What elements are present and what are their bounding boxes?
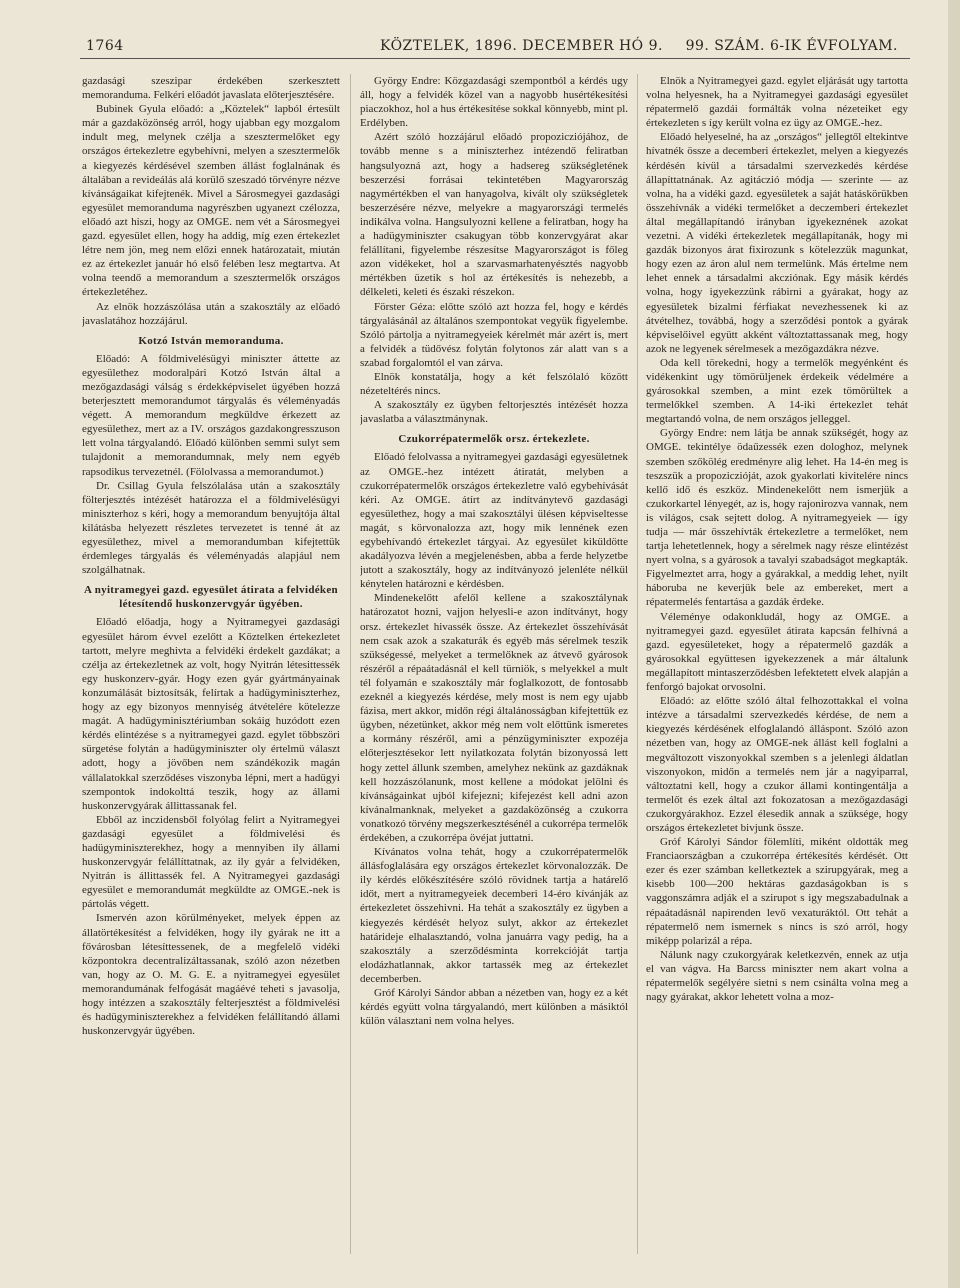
paragraph: György Endre: Közgazdasági szempontból a kérdés ugy áll, hogy a felvidék közel van a nagyobb husértékesítési piaczokhoz, hol a hus értékesítése sokkal könnyebb, mint pl. Erdélyben.	[360, 75, 628, 130]
section-heading: Czukorrépatermelők orsz. értekezlete.	[398, 433, 590, 446]
page-number: 1764	[86, 38, 124, 54]
paragraph: Nálunk nagy czukorgyárak keletkezvén, ennek az utja el van vágva. Ha Barcss miniszter nem akart volna a répatermelők segélyére sietni s nem csinálta volna meg a nagy gyárakat, akkor lehetett volna a moz-	[646, 948, 908, 1004]
paragraph: Elnök konstatálja, hogy a két felszólaló között nézeteltérés nincs.	[360, 370, 628, 398]
newspaper-title: KÖZTELEK, 1896. DECEMBER HÓ 9.	[380, 38, 663, 54]
paragraph: Gróf Károlyi Sándor abban a nézetben van, hogy ez a két kérdés együtt volna tárgyalandó, mert különben a másiktól külön választani nem volna helyes.	[360, 987, 628, 1028]
column-1	[82, 74, 340, 1254]
paragraph: Bubinek Gyula előadó: a „Köztelek“ lapból értesült már a gazdaközönség arról, hogy ujabban egy mozgalom indult meg, melynek czélja a szesztermelőket egy országos értekezletre egybehívni, melyen a szesztermelők a kiegyezés kérdésével szemben állást foglalnának és általában a revideálás alá korülő szeszadó törvényre nézve kívánságaikat kifejtenék. Mivel a Sárosmegyei gazdasági egyesület memoranduma nagyrészben ugyanezt czélozza, előadó azt hiszi, hogy az OMGE. nem vét a Sárosmegyei gazd. egyesület ellen, hogy ha addig, míg ezen értekezlet létre nem jön, meg nem előzi ennek határozatait, miután ez az értekezlet január hó első felében lesz megtartva. At volna teendő a memorandum a szesztermelők országos értekezletéhez.	[82, 103, 340, 299]
paragraph: Kívánatos volna tehát, hogy a czukorrépatermelők állásfoglalására egy országos értekezlet körvonalozzák. De ily kérdés előkészítésére szóló rövidnek tartja a határelő időt, mert a nyitramegyeiek decemberi 14-éro kívánják az értekezletet összehivni. Ha tehát a szakosztály ez ügyben a kiegyezés kérdését helyoz sulyt, akkor az értekezlet határideje elhalasztandó, volna januárra vagy pedig, ha a szakosztály a szerződésminta korrekcióját tartja elodázhatlannak, akkor tartassék meg az értekezlet decemberben.	[360, 846, 628, 985]
paragraph: Dr. Csillag Gyula felszólalása után a szakosztály fölterjesztés intézését határozza el a földmivelésügyi miniszterhoz s kéri, hogy a memorandum benyujtója által kilátásba helyezett részletes tervezetet is tenné át az egyesülethez, mivel a memorandumban kifejtettük érdemleges tárgyalás és véleményadás alapjául nem szolgálhatnak.	[82, 479, 340, 577]
paragraph: György Endre: nem látja be annak szükségét, hogy az OMGE. tekintélye ödaűzessék ezen dologhoz, melynek szemben szőkölég eredményre alig lehet. Ha 14-én meg is teszszük a propoziczióját, azok gyakorlati kivitelére nincs kellő idő és eszköz. Mindenekelőtt nem ismerjük a czukorkartel lényegét, az is, hogy rajonirozva vannak, nem is világos, csak sejtett dolog. A nyitramegyeiek — így tudja — már összehívták értekezletre a termelőket, nem tartja lehetetlennek, hogy a sérelmek nagy része elintézést nyert volna, s a gyárosok a tavalyi szabadságot megkapták. Figyelmeztet arra, hogy a gyárakkal, a meddig lehet, nyilt háboruba ne keverjük bele az embereket, mert a répatermelés fentartása a gazdák érdeke.	[646, 427, 908, 609]
paragraph: Förster Géza: előtte szóló azt hozza fel, hogy e kérdés tárgyalásánál az általános szempontokat vegyük figyelembe. Szóló pártolja a nyitramegyeiek kérelmét már azért is, mert a felvidék a tüdővész folytán folytonos zár alatt van s a szabad forgalomtól el van zárva.	[360, 300, 628, 369]
paragraph: Oda kell törekedni, hogy a termelők megyénként és vidékenkint ugy tömörüljenek érdekeik védelmére a gyárosokkal szemben, a mint ezek tömörültek a termelőkkel szemben. A 14-iki értekezlet tehát megtartandó volna, de nem országos jelleggel.	[646, 356, 908, 426]
paragraph: Előadó: A földmivelésügyi miniszter áttette az egyesülethez modoralpári Kotzó István által a mezőgazdasági válság s érdekképviselet ügyében hozzá beterjesztett memorandumot tárgyalás és véleményadás végett. A memorandum megküldve érkezett az egyesülethez, mert az a IV. országos gazdakongresszuson lett volna tárgyalandó. Előadó különben semmi sulyt sem tulajdonit a memorandumnak, mely nem egyéb rapsodikus tervezetnél. (Fölolvassa a memorandumot.)	[82, 352, 340, 478]
page-header	[80, 36, 910, 59]
column-2	[360, 74, 628, 1254]
paragraph: Elnök a Nyitramegyei gazd. egylet eljárását ugy tartotta volna helyesnek, ha a Nyitramegyei gazdasági egyesület répatermelő gazdái formálták volna nézeteiket egy értekezleten s így került volna ez ügy az OMGE.-hez.	[646, 75, 908, 130]
paragraph: Gróf Károlyi Sándor fölemlíti, miként oldották meg Franciaországban a czukorrépa értékesítés kérdését. Ott ezer és ezer számban kelletkeztek a szirupgyárak, meg a kisebb 100—200 hektáras gazdaságokban is s vaggonszámra adják el a szirupot s igy megszabadulnak a répaátadásnál napirenden levő vexaturáktól. Ott tehát a répatermelő nem ismernek s nincs is szó arról, hogy miképp polarizál a répa.	[646, 836, 908, 947]
paragraph: Előadó felolvassa a nyitramegyei gazdasági egyesületnek az OMGE.-hez intézett átiratát, melyben a czukorrépatermelők országos értekezletre való egybehívását kéri. Az OMGE. átírt az indítványtevő gazdasági egyesülethez, hogy a mai szakosztályi ülésen képviseltesse magát, s körvonalozza azt, hogy mik lennének ezen egybehívandó értekezlet tárgyai. Az egyesület kiküldötte akadályozva lévén a megjelenésben, abba a ferde helyzetbe jutott a szakosztály, hogy az indítványozó jelenléte nélkül kénytelen határozni e kérdésben.	[360, 451, 628, 591]
column-divider	[350, 74, 351, 1254]
paragraph: A szakosztály ez ügyben feltorjesztés intézését hozza javaslatba a választmánynak.	[360, 399, 628, 426]
paragraph: Ismervén azon körülményeket, melyek éppen az állatörtékesítést a felvidéken, hogy ily gyárak ne itt a fővárosban létesíttessenek, de a megfelelő vidéki központokra decentralizáltassanak, szóló azon nézetben van, hogy az O. M. G. E. a nyitramegyei egyesület memorandumának felfogását magáévé teheti s javasolja, hogy intézzen a szakosztály felterjesztést a földmivelési és hadügyminiszterekhez a felvidéken felállítandó állami huskonzervgyár ügyében.	[82, 912, 340, 1038]
paragraph: Előadó helyeselné, ha az „országos“ jellegtől eltekintve hívatnék össze a decemberi értekezlet, melyen a kiegyezés kérdésén kívül a társadalmi szervezkedés kérdése állapíttatnának. Az agitáczió módja — szerinte — az volna, ha a vidéki gazd. egyesületek a saját hatáskörükben összehívnák a vidéki termelőket a deczemberi értekezlet által megállapítandó irányban igyekeznének azokat vezetni. A vidéki értekezletek megállapítanák, hogy mi gazdák bizonyos árat fixirozunk s kötelezzük magunkat, hogy ezen az áron alul nem termelünk. Más értelme nem lehet ennek a társadalmi akcziónak. Egy másik kérdés volna, hogy igyekezzünk rábirni a gyárakat, hogy az egyesületek bizalmi férfiakat nevezhessenek ki az átvételhez, továbbá, hogy a szerződési pontok a gyárak képviselőivel együtt akként változtattassanak meg, hogy azok ne legyenek sérelmesek a mezőgazdákra nézve.	[646, 131, 908, 355]
column-divider	[637, 74, 638, 1254]
paragraph: Az elnök hozzászólása után a szakosztály az előadó javaslatához hozzájárul.	[82, 300, 340, 327]
paragraph: gazdasági szeszipar érdekében szerkesztett memoranduma. Felkéri előadót javaslata előterjesztésére.	[82, 75, 340, 102]
paragraph: Előadó: az előtte szóló által felhozottakkal el volna intézve a társadalmi szervezkedés kérdése, de nem a kiegyezés kérdésének elfoglalandó álláspont. Szóló azon nézetben van, hogy az OMGE-nek állást kell foglalni a megváltozott viszonyokkal szemben s a jelenlegi áldatlan viszonyokon, midőn a termelés nem jár a nagyiparral, változtatni kell, hogy a czukor állami kontingentálja a termelőt és ezek által azt fokozatosan a mezőgazdasági czukorgyárakhoz. Ezzel élesedik annak a szüksége, hogy országos értekezletet bivjunk össze.	[646, 695, 908, 834]
section-heading: A nyitramegyei gazd. egyesület átirata a felvidéken létesítendő huskonzervgyár ügyében.	[84, 584, 338, 611]
paragraph: Véleménye odakonkludál, hogy az OMGE. a nyitramegyei gazd. egyesület átirata kapcsán felhívná a gazd. egyesületeket, hogy a répatermelő gazdák a gyárosokkal együttesen igyekezzenek a már általunk megállapított mintaszerződésben lefektetett elvek alapján a fenforgó bajokat orvosolni.	[646, 610, 908, 694]
paragraph: Ebből az inczidensből folyólag felirt a Nyitramegyei gazdasági egyesület a földmivelési és hadügyminiszterekhez, hogy a mennyiben ily állami huskonzervgyár felállíttatnak, az ily gyár a felvidéken, Nyitrán is állittassék fel. A Nyitramegyei gazdasági egyesület e memorandumát megküldte az OMGE.-nek is pártolás végett.	[82, 813, 340, 911]
issue-info: 99. SZÁM. 6-IK ÉVFOLYAM.	[685, 38, 898, 54]
column-3	[646, 74, 908, 1254]
paragraph: Előadó előadja, hogy a Nyitramegyei gazdasági egyesület három évvel ezelőtt a Köztelken értekezletet tartott, melyre meghivta a felvidéki érdekelt gazdákat; a czélja az értekezletnek az volt, hogy Nyitrán létesittessék egy huskonzerv-gyár. Hogy ezen gyár gyártmányainak konzumálását biztosítsák, felírtak a hadügyminiszterhez, hogy az egy bizonyos mennyiség átvételére kötelezze magát. A hadügyminisztériumban sokáig huzódott ezen kérdés elintézése s a nyitramegyei gazd. egylet többszöri sürgetése folytán a hadügyminiszter oly értelmü választ adott, hogy a jövőben nem szándékozik magán vállalatokkal szerződéses viszonyba lépni, mert a hadügyi szempontok indokolttá teszik, hogy az állami huskonzervgyárak állittassanak fel.	[82, 616, 340, 812]
section-heading: Kotzó István memoranduma.	[138, 334, 284, 347]
paragraph: Mindenekelőtt afelől kellene a szakosztálynak határozatot hozni, vajjon helyesli-e azon indítványt, hogy orsz. értekezlet hivassék össze. Az értekezlet összehívását nem csak azok a szakaturák és egyéb más sérelmek teszik szükségessé, melyeket a termelőknek az átvevő gyárosok részéről a répaátadásnál el kell türniök, s melyekkel a mult tél folyamán e szakosztály már foglalkozott, de fontosabb ezeknél a kiegyezés kérdése, mely most is nem egy ujabb fázisa, mert akkor, midőn régi általánosságban kifejtettük ez ügyben, nézetünket, akkor még nem volt előttünk ismeretes a kormány részéről, ami a pénzügyminiszter expozéja előterjesztésekor lett nyilatkozata folytán bizonyossá lett hogy zettel állunk szemben, amelyhez nekünk az gazdáknak kell hozzászólanunk, most kellene a módokat jelölni és kívánságainkat ujból kifejezni; kifejezést kell adni azon kívánalmanknak, melyeket a gazdaközönség a czukorra vonatkozó törvény megszerkesztésénél a cukorrépa termelők érdekében, a czukorrépa övéjat juttatni.	[360, 592, 628, 844]
paragraph: Azért szóló hozzájárul előadó propozicziójához, de tovább menne s a miniszterhez intézendő feliratban hangsulyozná azt, hogy a hadsereg szükségletének beszerzési forrásai tekintetében Magyarország nagymértékben el van hanyagolva, kivált oly szükségletek beszerzésére nézve, melyekre a magyarországi termelés indikálva volna. Hangsulyozni kellene a feliratban, hogy ha a hadügyminiszter csakugyan több konzervgyárat akar felállítani, figyelembe részesítse Magyarországot is főleg azon vidékeket, hol a szarvasmarhatenyésztés nagyobb mértékben üzetik s hol az értékesítés is nehezebb, a délkeleti, keleti és északi részekon.	[360, 131, 628, 299]
page-edge	[948, 0, 960, 1288]
